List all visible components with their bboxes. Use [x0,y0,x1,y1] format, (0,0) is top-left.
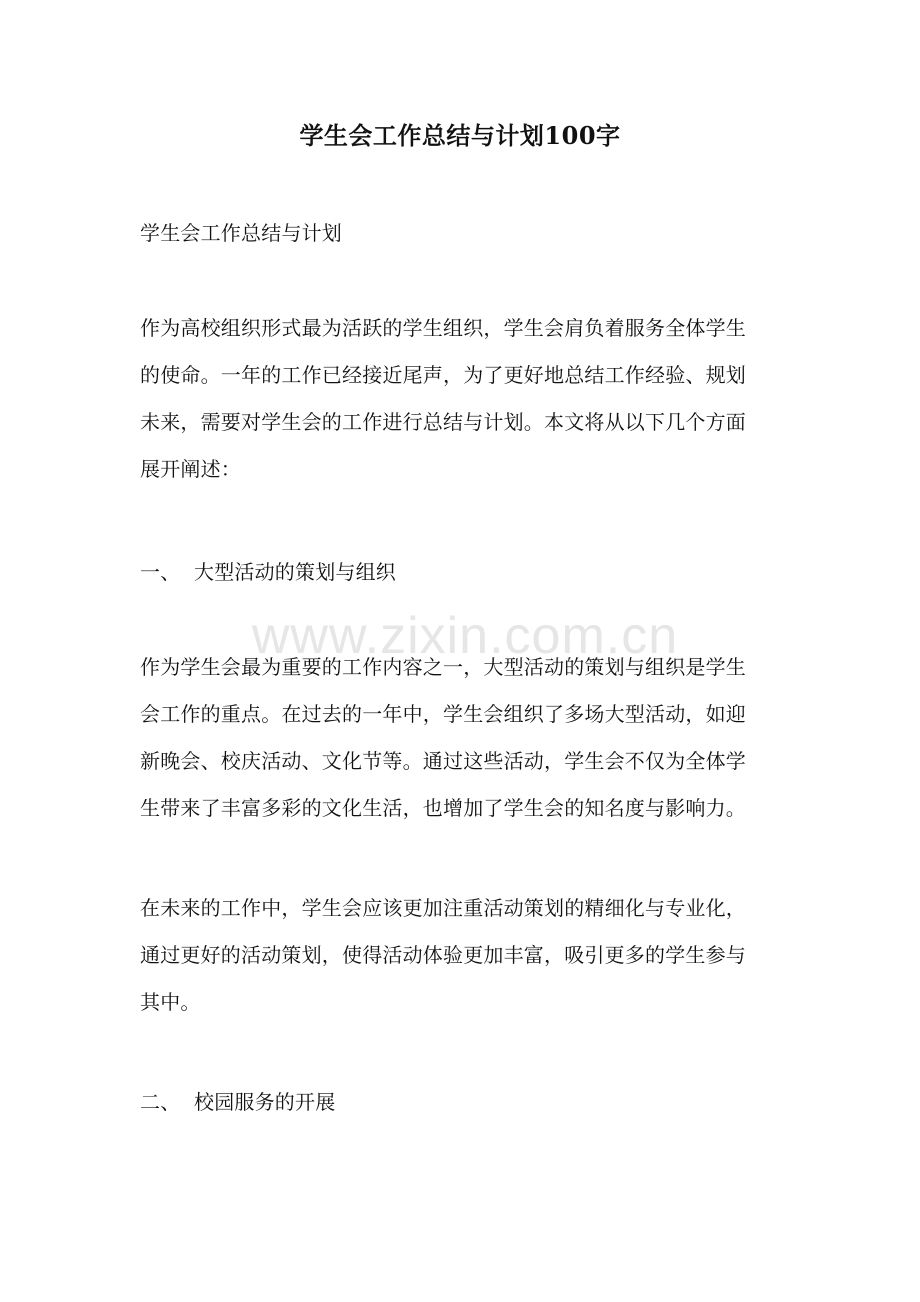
section-1-para-2-line: 在未来的工作中，学生会应该更加注重活动策划的精细化与专业化， [140,896,746,920]
document-subtitle: 学生会工作总结与计划 [140,221,342,245]
intro-line: 展开阐述： [140,457,241,481]
section-1-para-1-line: 作为学生会最为重要的工作内容之一，大型活动的策划与组织是学生 [140,655,746,679]
section-1-heading [140,557,790,587]
watermark: www.zixin.com.cn [251,607,679,665]
intro-line: 作为高校组织形式最为活跃的学生组织，学生会肩负着服务全体学生 [140,316,746,340]
section-1-para-1-line: 生带来了丰富多彩的文化生活，也增加了学生会的知名度与影响力。 [140,796,746,820]
section-1-para-1-line: 新晚会、校庆活动、文化节等。通过这些活动，学生会不仅为全体学 [140,749,746,773]
intro-line: 未来，需要对学生会的工作进行总结与计划。本文将从以下几个方面 [140,410,746,434]
section-2-heading [140,1087,790,1117]
section-1-para-2-line: 其中。 [140,990,201,1014]
intro-line: 的使命。一年的工作已经接近尾声，为了更好地总结工作经验、规划 [140,363,746,387]
section-1-title: 大型活动的策划与组织 [194,560,396,584]
section-1-number: 一、 [140,560,181,584]
section-2-number: 二、 [140,1090,181,1114]
section-1-para-1-line: 会工作的重点。在过去的一年中，学生会组织了多场大型活动，如迎 [140,702,746,726]
document-title: 学生会工作总结与计划100字 [299,121,621,150]
section-1-para-2-line: 通过更好的活动策划，使得活动体验更加丰富，吸引更多的学生参与 [140,943,746,967]
section-2-title: 校园服务的开展 [194,1090,336,1114]
